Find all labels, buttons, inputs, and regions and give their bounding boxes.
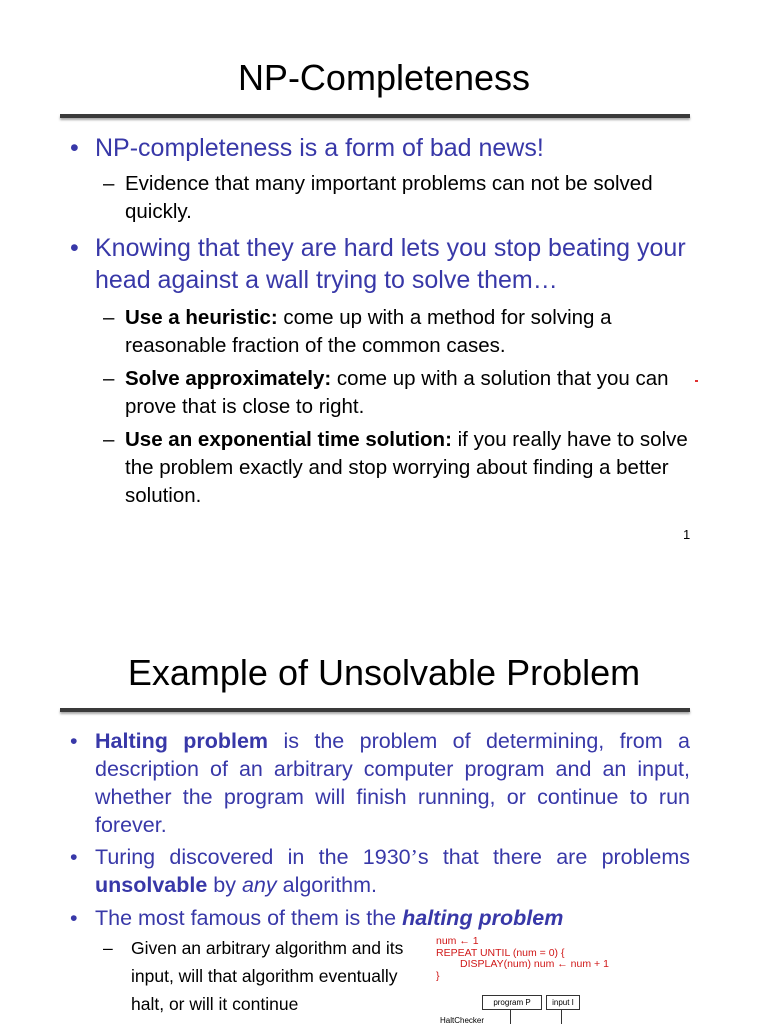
bullet-knowing-hard bbox=[70, 232, 690, 296]
sub-rest: come up with a solution that you can prove that is close to right. bbox=[125, 367, 669, 418]
diagram-box-program: program P bbox=[482, 995, 542, 1010]
slide-title-2: Example of Unsolvable Problem bbox=[127, 652, 641, 693]
sub-exponential bbox=[103, 426, 693, 510]
sub-heuristic bbox=[103, 304, 693, 360]
sub-text bbox=[125, 304, 693, 360]
sub-rest: come up with a method for solving a reasonable fraction of the common cases. bbox=[125, 306, 612, 357]
bullet-by: by bbox=[207, 873, 242, 897]
page-number: 1 bbox=[683, 527, 691, 542]
code-line-1: num ← 1 bbox=[436, 935, 479, 947]
bullet-turing bbox=[70, 843, 690, 899]
sub-evidence bbox=[103, 170, 693, 226]
bullet-text bbox=[95, 904, 690, 932]
bullet-pre: Turing discovered in the 1930 bbox=[95, 845, 411, 869]
slide-title: NP-Completeness bbox=[237, 57, 531, 98]
bullet-rest: is the problem of determining, from a description of an arbitrary computer program and an input, whether the program will finish running, or continue to run forever. bbox=[95, 729, 690, 837]
bullet-np-bad-news bbox=[70, 132, 690, 164]
bullet-italic: any bbox=[241, 873, 277, 897]
diagram-box-input: input I bbox=[546, 995, 580, 1010]
sub-text bbox=[125, 365, 693, 421]
bullet-bold: Halting problem bbox=[95, 729, 269, 753]
dash: – bbox=[103, 367, 115, 390]
red-mark bbox=[695, 380, 698, 382]
sub-approximate bbox=[103, 365, 693, 421]
diagram-label: HaltChecker bbox=[440, 1016, 485, 1025]
code-line-4: } bbox=[436, 969, 440, 982]
bullet-mid: s that there are problems bbox=[417, 845, 690, 869]
bullet-dot: • bbox=[70, 906, 78, 930]
code-snippet bbox=[436, 936, 696, 982]
sub-bold: Use a heuristic: bbox=[125, 306, 278, 329]
dash: – bbox=[103, 172, 115, 195]
code-line-2: REPEAT UNTIL (num = 0) { bbox=[436, 946, 565, 959]
sub-halting-question bbox=[103, 934, 413, 1018]
sub-bold: Use an exponential time solution: bbox=[125, 428, 452, 451]
bullet-most-famous bbox=[70, 904, 690, 932]
sub-bold: Solve approximately: bbox=[125, 367, 332, 390]
code-line-3: DISPLAY(num) num ← num + 1 bbox=[460, 958, 609, 970]
dash: – bbox=[103, 428, 115, 451]
dash: – bbox=[103, 938, 113, 958]
bullet-end: algorithm. bbox=[276, 873, 378, 897]
bullet-text: Knowing that they are hard lets you stop beating your head against a wall trying to solve them… bbox=[95, 234, 686, 294]
bullet-text: NP-completeness is a form of bad news! bbox=[95, 134, 544, 162]
bullet-bold-italic: halting problem bbox=[402, 906, 564, 930]
sub-text: Given an arbitrary algorithm and its input, will that algorithm eventually halt, or will it continue bbox=[131, 938, 404, 1014]
title-divider bbox=[60, 114, 690, 118]
apostrophe: ’ bbox=[410, 845, 418, 869]
dash: – bbox=[103, 306, 115, 329]
diagram-connector bbox=[561, 1010, 562, 1024]
bullet-pre: The most famous of them is the bbox=[95, 906, 403, 930]
diagram-connector bbox=[510, 1010, 511, 1024]
bullet-bold: unsolvable bbox=[95, 873, 208, 897]
title-divider-2 bbox=[60, 708, 690, 712]
bullet-dot: • bbox=[70, 134, 79, 162]
bullet-text bbox=[95, 727, 690, 839]
bullet-dot: • bbox=[70, 845, 78, 869]
sub-text: Evidence that many important problems can not be solved quickly. bbox=[125, 172, 653, 223]
sub-text bbox=[125, 426, 693, 510]
sub-rest: if you really have to solve the problem exactly and stop worrying about finding a better solution. bbox=[125, 428, 688, 507]
bullet-dot: • bbox=[70, 729, 78, 753]
bullet-halting-definition bbox=[70, 727, 690, 839]
bullet-dot: • bbox=[70, 234, 79, 262]
bullet-text bbox=[95, 843, 690, 899]
